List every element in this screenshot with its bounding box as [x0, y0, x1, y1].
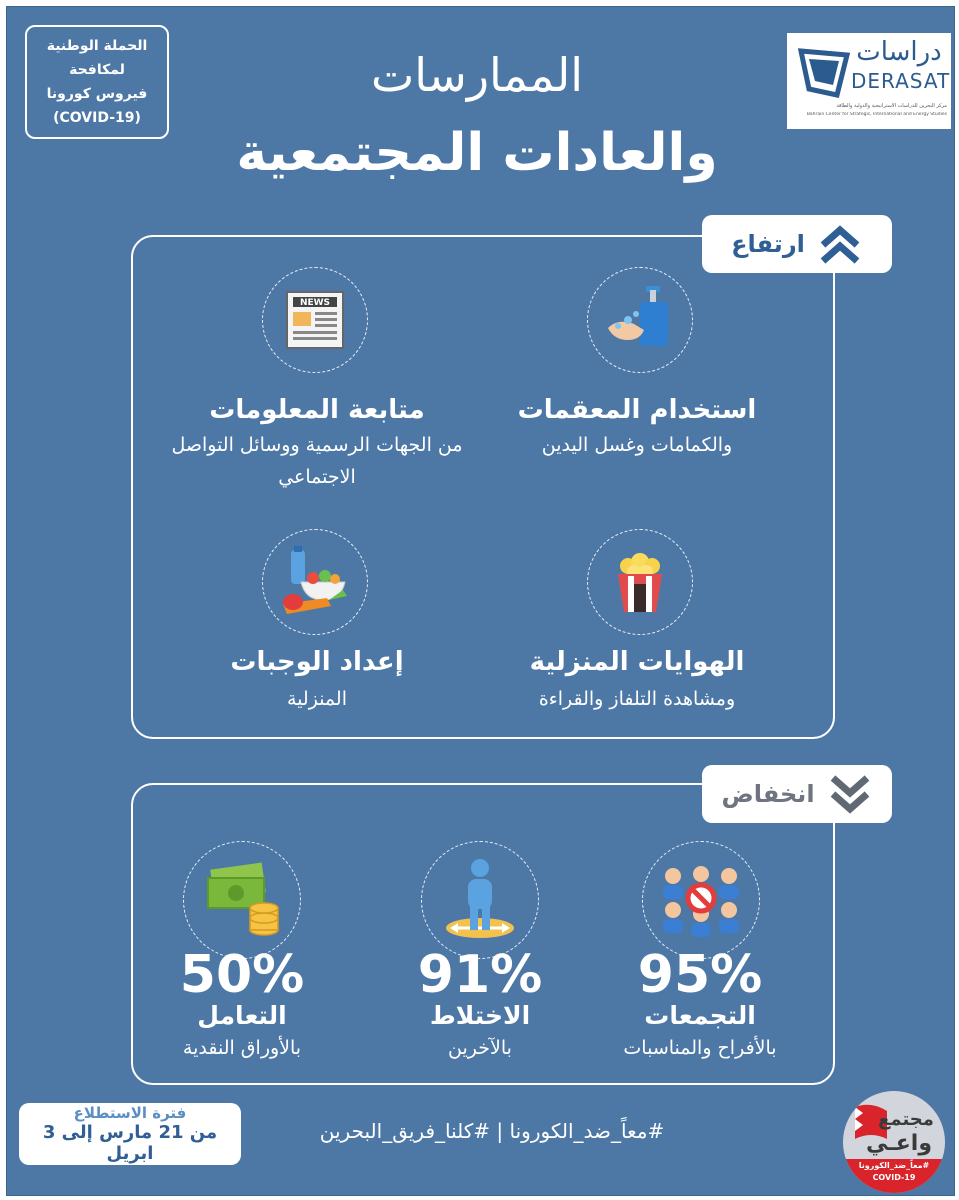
survey-period-value: من 21 مارس إلى 3 ابريل: [42, 1122, 218, 1164]
item-news-sub: من الجهات الرسمية ووسائل التواصل الاجتماعي: [171, 434, 463, 488]
derasat-logo-mark: [795, 45, 853, 103]
mixing-title: الاختلاط: [429, 1001, 531, 1030]
campaign-line-2: لمكافحة: [69, 62, 125, 78]
derasat-logo-arabic: دراسات: [856, 37, 942, 67]
no-gathering-icon-frame: [642, 841, 760, 959]
society-logo-sub: COVID-19: [872, 1173, 916, 1182]
increase-badge: [702, 215, 892, 273]
item-sanitizer-sub: والكمامات وغسل اليدين: [541, 434, 733, 456]
survey-period-box: [19, 1103, 241, 1165]
society-logo-tag: #معاً_ضد_الكورونا: [858, 1161, 930, 1170]
derasat-logo-latin: DERASAT: [851, 69, 951, 93]
chevron-up-double-icon: [817, 221, 863, 267]
title-line-1: الممارسات: [370, 48, 584, 102]
item-news-title: متابعة المعلومات: [209, 395, 425, 425]
cash-title: التعامل: [197, 1001, 287, 1030]
society-logo-line-1: مجتمع: [878, 1109, 934, 1130]
chevron-down-double-icon: [827, 771, 873, 817]
derasat-logo-sub-en: Bahrain Center for Strategic, International and Energy Studies: [806, 112, 947, 117]
distancing-person-icon-frame: [421, 841, 539, 959]
campaign-line-1: الحملة الوطنية: [46, 38, 148, 54]
meal-icon-frame: [262, 529, 368, 635]
survey-period-label: فترة الاستطلاع: [73, 1104, 187, 1122]
mixing-sub: بالآخرين: [448, 1037, 512, 1059]
item-sanitizer-title: استخدام المعقمات: [517, 395, 757, 425]
decrease-badge: [702, 765, 892, 823]
decrease-label: انخفاض: [721, 780, 815, 808]
gathering-percent: 95%: [637, 945, 763, 1005]
infographic-canvas: [6, 6, 955, 1196]
item-popcorn-title: الهوايات المنزلية: [529, 647, 745, 677]
derasat-logo: [787, 33, 951, 129]
cash-percent: 50%: [179, 945, 305, 1005]
title-line-2: والعادات المجتمعية: [236, 123, 718, 183]
gathering-sub: بالأفراح والمناسبات: [623, 1037, 777, 1059]
society-aware-logo: [843, 1091, 945, 1193]
gathering-title: التجمعات: [644, 1001, 756, 1030]
popcorn-icon-frame: [587, 529, 693, 635]
hashtags: #معاً_ضد_الكورونا | #كلنا_فريق_البحرين: [319, 1119, 665, 1143]
mixing-percent: 91%: [417, 945, 543, 1005]
item-meal-sub: المنزلية: [287, 688, 347, 710]
campaign-box: [25, 25, 169, 139]
no-gathering-icon: [653, 852, 749, 948]
cash-sub: بالأوراق النقدية: [182, 1037, 302, 1059]
increase-label: ارتفاع: [731, 230, 805, 258]
hand-sanitizer-icon: [600, 280, 680, 360]
news-icon-frame: [262, 267, 368, 373]
society-logo-line-2: واعـي: [865, 1131, 933, 1156]
item-popcorn-sub: ومشاهدة التلفاز والقراءة: [538, 688, 736, 710]
meal-icon: [275, 542, 355, 622]
derasat-logo-sub-ar: مركز البحرين للدراسات الاستراتيجية والدولية والطاقة: [836, 103, 947, 109]
distancing-person-icon: [432, 852, 528, 948]
svg-text:NEWS: NEWS: [299, 298, 331, 308]
hand-sanitizer-icon-frame: [587, 267, 693, 373]
popcorn-icon: [604, 546, 676, 618]
campaign-line-4: (COVID-19): [53, 110, 141, 126]
news-icon: [279, 284, 351, 356]
cash-coins-icon: [194, 852, 290, 948]
campaign-line-3: فيروس كورونا: [46, 86, 148, 102]
item-meal-title: إعداد الوجبات: [230, 647, 404, 677]
cash-coins-icon-frame: [183, 841, 301, 959]
